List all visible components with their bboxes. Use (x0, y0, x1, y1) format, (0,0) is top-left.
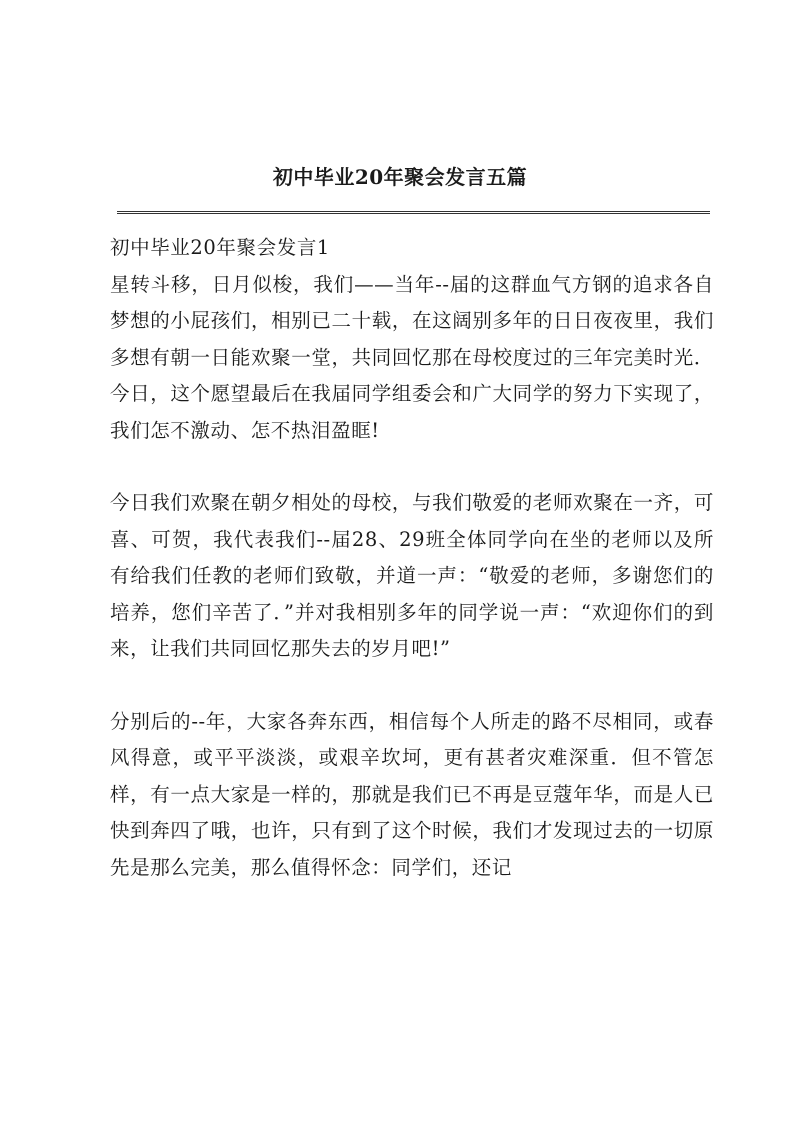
title-underline-divider (117, 211, 710, 214)
paragraph-2: 今日我们欢聚在朝夕相处的母校，与我们敬爱的老师欢聚在一齐，可喜、可贺，我代表我们--届28、29班全体同学向在坐的老师以及所有给我们任教的老师们致敬，并道一声：“敬爱的老师，多谢您们的培养，您们辛苦了．”并对我相别多年的同学说一声：“欢迎你们的到来，让我们共同回忆那失去的岁月吧!” (110, 491, 714, 660)
section-heading: 初中毕业20年聚会发言1 (110, 236, 330, 259)
document-body (110, 230, 714, 886)
paragraph-1: 星转斗移，日月似梭，我们——当年--届的这群血气方钢的追求各自梦想的小屁孩们，相别已二十载，在这阔别多年的日日夜夜里，我们多想有朝一日能欢聚一堂，共同回忆那在母校度过的三年完美时光．今日，这个愿望最后在我届同学组委会和广大同学的努力下实现了，我们怎不激动、怎不热泪盈眶! (110, 272, 714, 442)
document-title: 初中毕业20年聚会发言五篇 (272, 165, 528, 189)
paragraph-3: 分别后的--年，大家各奔东西，相信每个人所走的路不尽相同，或春风得意，或平平淡淡，或艰辛坎坷，更有甚者灾难深重．但不管怎样，有一点大家是一样的，那就是我们已不再是豆蔻年华，而是人已快到奔四了哦，也许，只有到了这个时候，我们才发现过去的一切原先是那么完美，那么值得怀念：同学们，还记 (110, 709, 714, 879)
